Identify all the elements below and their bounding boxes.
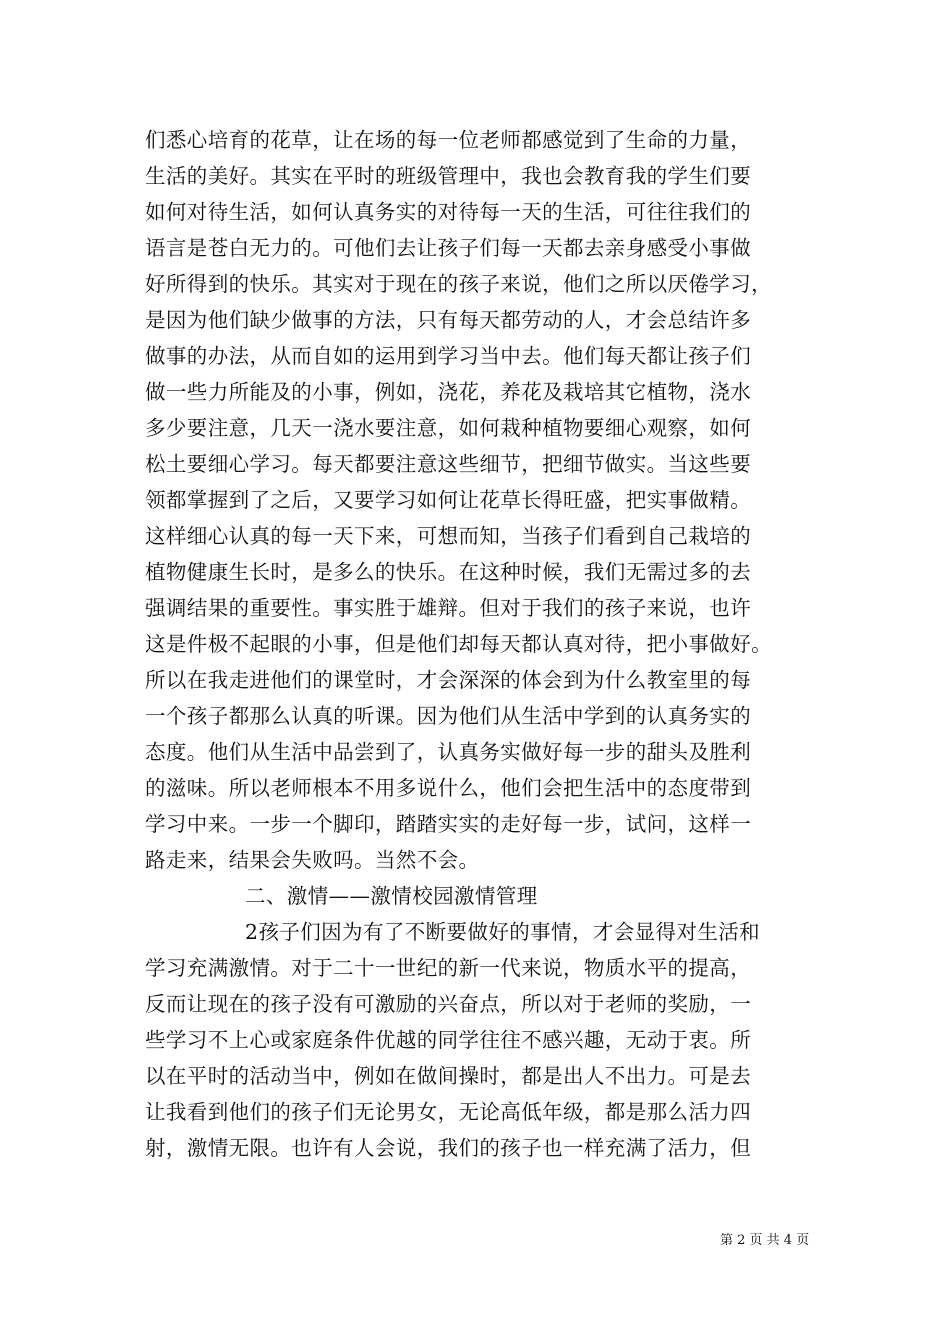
paragraph-1-line-15: 这是件极不起眼的小事，但是他们却每天都认真对待，把小事做好。: [145, 632, 772, 656]
paragraph-1-line-13: 植物健康生长时，是多么的快乐。在这种时候，我们无需过多的去: [145, 560, 752, 584]
paragraph-1-line-12: 这样细心认真的每一天下来，可想而知，当孩子们看到自己栽培的: [145, 524, 752, 548]
section-heading: 二、激情——激情校园激情管理: [245, 884, 538, 908]
paragraph-2-line-3: 反而让现在的孩子没有可激励的兴奋点，所以对于老师的奖励，一: [145, 992, 752, 1016]
paragraph-1-line-4: 语言是苍白无力的。可他们去让孩子们每一天都去亲身感受小事做: [145, 236, 752, 260]
paragraph-1-line-9: 多少要注意，几天一浇水要注意，如何栽种植物要细心观察，如何: [145, 416, 752, 440]
paragraph-1-line-19: 的滋味。所以老师根本不用多说什么，他们会把生活中的态度带到: [145, 776, 752, 800]
paragraph-1-line-10: 松土要细心学习。每天都要注意这些细节，把细节做实。当这些要: [145, 452, 752, 476]
paragraph-1-line-21: 路走来，结果会失败吗。当然不会。: [145, 848, 480, 872]
paragraph-1-line-8: 做一些力所能及的小事，例如，浇花，养花及栽培其它植物，浇水: [145, 380, 752, 404]
paragraph-2-line-6: 让我看到他们的孩子们无论男女，无论高低年级，都是那么活力四: [145, 1100, 752, 1124]
paragraph-1-line-5: 好所得到的快乐。其实对于现在的孩子来说，他们之所以厌倦学习，: [145, 272, 772, 296]
paragraph-2-line-5: 以在平时的活动当中，例如在做间操时，都是出人不出力。可是去: [145, 1064, 752, 1088]
paragraph-1-line-20: 学习中来。一步一个脚印，踏踏实实的走好每一步，试问，这样一: [145, 812, 752, 836]
paragraph-1-line-3: 如何对待生活，如何认真务实的对待每一天的生活，可往往我们的: [145, 200, 752, 224]
paragraph-1-line-1: 们悉心培育的花草，让在场的每一位老师都感觉到了生命的力量，: [145, 128, 752, 152]
paragraph-1-line-18: 态度。他们从生活中品尝到了，认真务实做好每一步的甜头及胜利: [145, 740, 752, 764]
paragraph-2-line-7: 射，激情无限。也许有人会说，我们的孩子也一样充满了活力，但: [145, 1136, 752, 1160]
paragraph-1-line-11: 领都掌握到了之后，又要学习如何让花草长得旺盛，把实事做精。: [145, 488, 752, 512]
paragraph-2-line-2: 学习充满激情。对于二十一世纪的新一代来说，物质水平的提高，: [145, 956, 752, 980]
page-number-footer: 第 2 页 共 4 页: [720, 1233, 810, 1248]
paragraph-1-line-2: 生活的美好。其实在平时的班级管理中，我也会教育我的学生们要: [145, 164, 752, 188]
paragraph-2-line-1: 2孩子们因为有了不断要做好的事情，才会显得对生活和: [245, 920, 761, 944]
paragraph-1-line-16: 所以在我走进他们的课堂时，才会深深的体会到为什么教室里的每: [145, 668, 752, 692]
paragraph-1-line-14: 强调结果的重要性。事实胜于雄辩。但对于我们的孩子来说，也许: [145, 596, 752, 620]
paragraph-2-line-4: 些学习不上心或家庭条件优越的同学往往不感兴趣，无动于衷。所: [145, 1028, 752, 1052]
paragraph-1-line-17: 一个孩子都那么认真的听课。因为他们从生活中学到的认真务实的: [145, 704, 752, 728]
paragraph-1-line-7: 做事的办法，从而自如的运用到学习当中去。他们每天都让孩子们: [145, 344, 752, 368]
paragraph-1-line-6: 是因为他们缺少做事的方法，只有每天都劳动的人，才会总结许多: [145, 308, 752, 332]
